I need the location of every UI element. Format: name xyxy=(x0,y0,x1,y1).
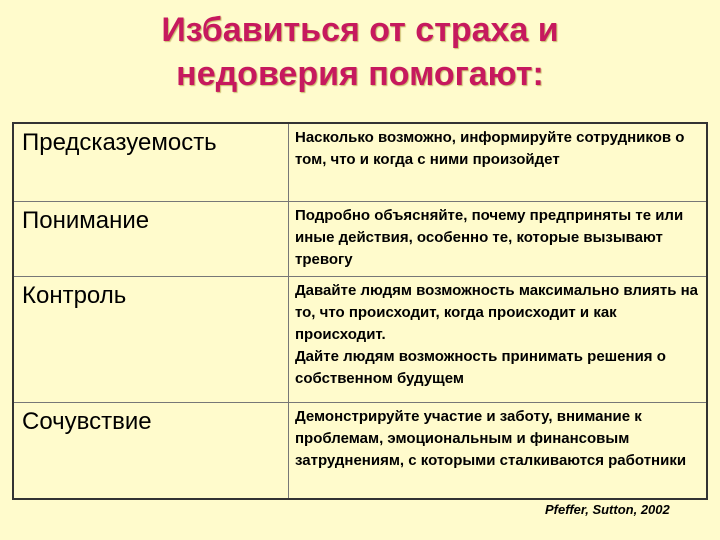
row-description: Давайте людям возможность максимально влиять на то, что происходит, когда происходит и как происходит. xyxy=(295,282,698,343)
source-citation: Pfeffer, Sutton, 2002 xyxy=(545,502,670,517)
row-term: Понимание xyxy=(13,202,289,277)
row-term: Предсказуемость xyxy=(13,123,289,202)
row-description: Подробно объясняйте, почему предприняты те или иные действия, особенно те, которые вызывают тревогу xyxy=(289,202,708,277)
row-term: Сочувствие xyxy=(13,403,289,500)
table-row xyxy=(13,123,707,202)
table-row xyxy=(13,403,707,500)
table-row xyxy=(13,202,707,277)
row-term: Контроль xyxy=(13,277,289,403)
row-description: Демонстрируйте участие и заботу, внимание к проблемам, эмоциональным и финансовым затруднениям, с которыми сталкиваются работники xyxy=(289,403,708,500)
page-title xyxy=(0,8,720,96)
title-line-2: недоверия помогают: xyxy=(176,55,544,93)
title-line-1: Избавиться от страха и xyxy=(161,11,559,49)
row-description-extra: Дайте людям возможность принимать решения о собственном будущем xyxy=(295,348,666,387)
row-description: Насколько возможно, информируйте сотрудников о том, что и когда с ними произойдет xyxy=(289,123,708,202)
row-description-cell xyxy=(289,277,708,403)
methods-table xyxy=(12,122,708,500)
table-row xyxy=(13,277,707,403)
